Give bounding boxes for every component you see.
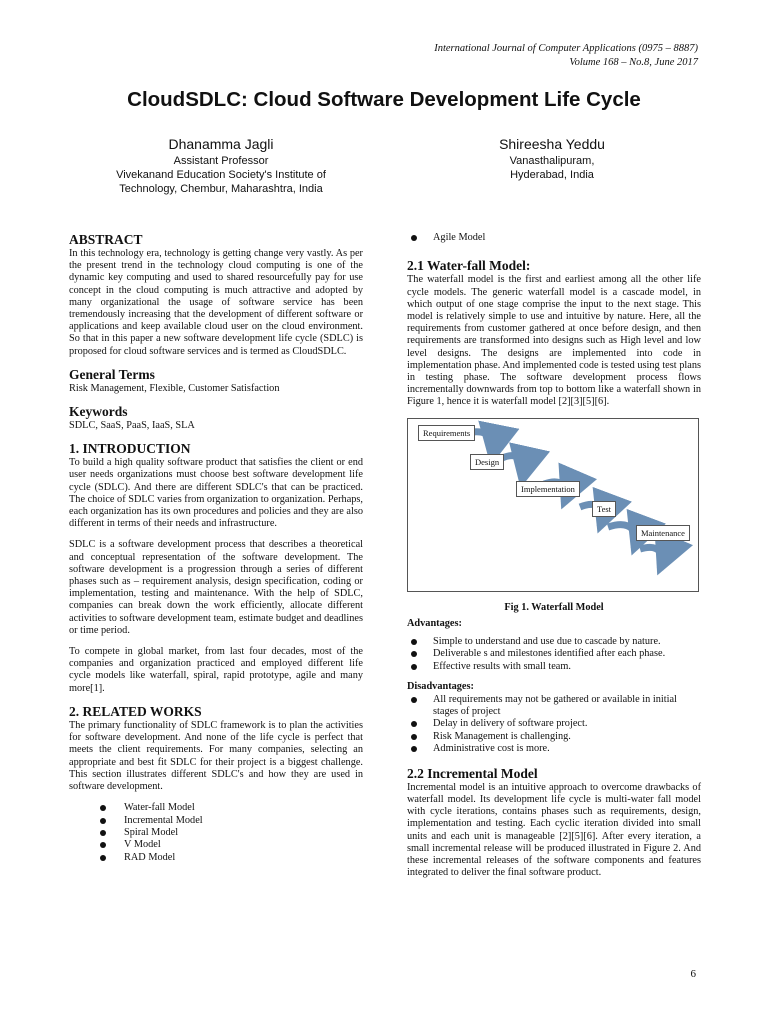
paper-title: CloudSDLC: Cloud Software Development Life Cycle — [127, 88, 641, 111]
disadvantages-list — [407, 694, 701, 756]
general-terms-text: Risk Management, Flexible, Customer Satisfaction — [69, 382, 280, 394]
journal-name: International Journal of Computer Applications (0975 – 8887) — [434, 43, 698, 54]
list-item: Agile Model — [407, 232, 701, 244]
figure-caption: Fig 1. Waterfall Model — [504, 601, 604, 613]
author-affiliation: Hyderabad, India — [510, 169, 594, 181]
author-block-2 — [430, 135, 674, 182]
page-number: 6 — [690, 968, 696, 980]
author-affiliation: Vivekanand Education Society's Institute of — [116, 169, 326, 181]
intro-paragraph: SDLC is a software development process that describes a theoretical and conceptual representation of the software development. The software development is a progression through a series of different phases such as – requirement analysis, design specification, coding or implementation, testing and maintenance. With the help of SDLC, companies can break down the work efficiently, allocate different activities to software development team, estimate budget and deadlines or time period. — [69, 539, 363, 636]
advantages-label: Advantages: — [407, 617, 462, 629]
stage-test: Test — [592, 501, 616, 517]
waterfall-paragraph: The waterfall model is the first and earliest among all the other life cycle models. The generic waterfall model is a cascade model, in which output of one stage comprise the input to the next stage. This model is relatively simple to use and intuitive by nature. Here, all the requirements from customer gathered at once before design, and then requirements are transformed into designs such as High level and low level designs. The designs are implemented into code in implementation phase. And implemented code is tested using test plans in testing phase. The software development process flows incrementally downwards from top to bottom like a waterfall shown in Figure 1, hence it is waterfall model [2][3][5][6]. — [407, 274, 701, 408]
model-list-continued — [407, 232, 701, 244]
list-item: Delay in delivery of software project. — [407, 718, 701, 730]
model-list — [69, 802, 363, 864]
incremental-heading: 2.2 Incremental Model — [407, 765, 538, 781]
journal-volume: Volume 168 – No.8, June 2017 — [569, 57, 698, 68]
list-item: Effective results with small team. — [407, 661, 701, 673]
list-item: Simple to understand and use due to cascade by nature. — [407, 636, 701, 648]
list-item: Incremental Model — [69, 815, 363, 827]
intro-paragraph: To compete in global market, from last four decades, most of the companies and organization practiced and employed different life cycle models like waterfall, spiral, rapid prototype, agile and many more[1]. — [69, 646, 363, 694]
list-item: Spiral Model — [69, 827, 363, 839]
general-terms-heading: General Terms — [69, 366, 155, 382]
related-works-paragraph: The primary functionality of SDLC framework is to plan the activities for software development. And none of the life cycle is perfect that meets the client requirements. For many companies, selecting an appropriate and best fit SDLC for their project is a biggest challenge. This section illustrates different SDLC's and how they are used in software development. — [69, 719, 363, 792]
waterfall-heading: 2.1 Water-fall Model: — [407, 258, 531, 274]
list-item: Risk Management is challenging. — [407, 731, 701, 743]
list-item: Deliverable s and milestones identified after each phase. — [407, 648, 701, 660]
intro-paragraph: To build a high quality software product that satisfies the client or end user needs organizations must choose best software development life cycle (SDLC). And there are different SDLC's that can be practiced. The choice of SDLC varies from organization to organization. Perhaps, each organization has its own procedures and policies and they are also different in terms of their needs and infrastructure. — [69, 457, 363, 530]
keywords-heading: Keywords — [69, 404, 128, 420]
author-name: Dhanamma Jagli — [168, 136, 274, 152]
waterfall-figure — [407, 418, 699, 592]
journal-header — [434, 42, 698, 70]
right-column — [407, 232, 701, 888]
related-works-heading: 2. RELATED WORKS — [69, 703, 202, 719]
disadvantages-label: Disadvantages: — [407, 681, 474, 693]
list-item: Water-fall Model — [69, 802, 363, 814]
waterfall-arrows — [408, 419, 698, 591]
author-block-1 — [88, 135, 354, 196]
abstract-heading: ABSTRACT — [69, 232, 143, 247]
keywords-text: SDLC, SaaS, PaaS, IaaS, SLA — [69, 420, 195, 432]
author-affiliation: Vanasthalipuram, — [509, 155, 595, 167]
intro-heading: 1. INTRODUCTION — [69, 441, 191, 457]
cascade-arrow — [640, 547, 662, 569]
stage-maintenance: Maintenance — [636, 525, 690, 541]
incremental-paragraph: Incremental model is an intuitive approach to overcome drawbacks of waterfall model. Its development life cycle is multi-water fall model with cycle iterations, contains phases such as requirements, design, implementation and testing. Each cyclic iteration divided into small units and each unit is manageable [2][5][6]. After every iteration, a small incremental release will be produced illustrated in Figure 2. And these incremental releases of the software components and features integrated to deliver the final software product. — [407, 781, 701, 879]
stage-design: Design — [470, 454, 504, 470]
author-name: Shireesha Yeddu — [499, 136, 605, 152]
list-item: Administrative cost is more. — [407, 743, 701, 755]
list-item: All requirements may not be gathered or available in initial stages of project — [407, 694, 701, 719]
abstract-text: In this technology era, technology is getting change very vastly. As per the present trend in the technology cloud computing is one of the dynamic key computing and used to shared resourcefully pay for use concept in the cloud computing is much attractive and adopted by many organizational the usage of software service has been tremendously increasing that the development of different software or applications and keep available cloud user on the cloud environment. So that in this paper a new software development life cycle (SDLC) is proposed for cloud software services and is termed as CloudSDLC. — [69, 248, 363, 357]
list-item: RAD Model — [69, 852, 363, 864]
left-column — [69, 232, 363, 864]
author-affiliation: Technology, Chembur, Maharashtra, India — [119, 183, 323, 195]
list-item: V Model — [69, 839, 363, 851]
advantages-list — [407, 636, 701, 673]
cascade-arrow — [608, 524, 636, 548]
author-affiliation: Assistant Professor — [173, 155, 269, 167]
stage-implementation: Implementation — [516, 481, 580, 497]
stage-requirements: Requirements — [418, 425, 475, 441]
